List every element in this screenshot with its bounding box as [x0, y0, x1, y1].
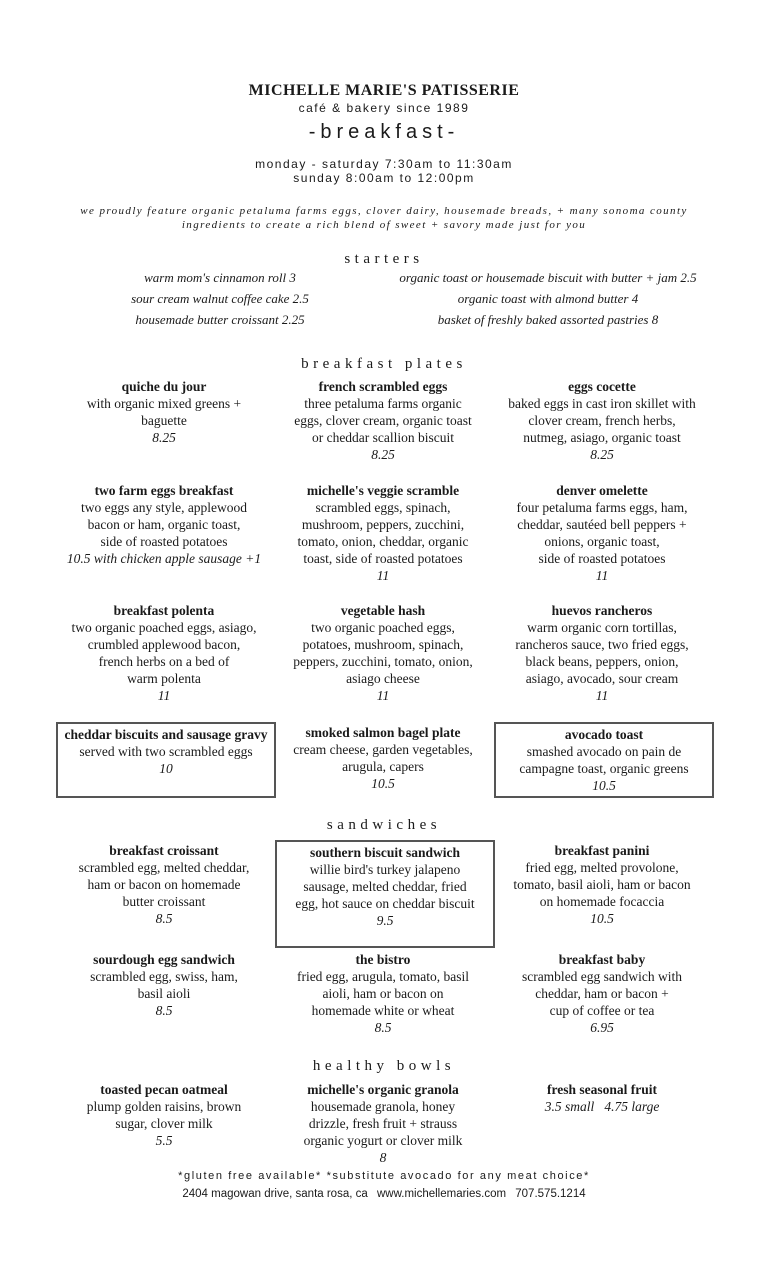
menu-item-french-scrambled-eggs — [276, 378, 490, 463]
item-description: drizzle, fresh fruit + strauss — [308, 1116, 458, 1131]
item-description: cream cheese, garden vegetables, — [293, 742, 473, 757]
item-name: denver omelette — [556, 483, 648, 498]
item-price: 11 — [595, 688, 609, 703]
item-description: basil aioli — [137, 986, 191, 1001]
item-price: 10.5 — [590, 911, 614, 926]
menu-item-two-farm-eggs-breakfast — [57, 482, 271, 567]
item-description: scrambled eggs, spinach, — [315, 500, 451, 515]
item-name: breakfast baby — [558, 952, 646, 967]
item-description: asiago, avocado, sour cream — [525, 671, 679, 686]
item-description: french herbs on a bed of — [98, 654, 230, 669]
item-price: 10.5 — [592, 778, 616, 793]
item-description: onions, organic toast, — [544, 534, 660, 549]
item-description: aioli, ham or bacon on — [322, 986, 444, 1001]
item-name: toasted pecan oatmeal — [100, 1082, 228, 1097]
item-description: on homemade focaccia — [539, 894, 665, 909]
item-description: side of roasted potatoes — [100, 534, 228, 549]
item-description: fried egg, arugula, tomato, basil — [296, 969, 470, 984]
restaurant-tagline: café & bakery since 1989 — [298, 101, 470, 115]
section-title-sandwiches: sandwiches — [326, 817, 442, 833]
item-description: smashed avocado on pain de — [526, 744, 682, 759]
opening-hours — [0, 157, 768, 185]
menu-item-avocado-toast — [494, 722, 714, 798]
item-description: with organic mixed greens + — [86, 396, 242, 411]
item-description: eggs, clover cream, organic toast — [294, 413, 472, 428]
item-price: 8.25 — [590, 447, 614, 462]
item-price: 8 — [379, 1150, 387, 1165]
item-description: nutmeg, asiago, organic toast — [523, 430, 681, 445]
item-description: scrambled egg, swiss, ham, — [90, 969, 238, 984]
starter-item: organic toast or housemade biscuit with butter + jam 2.5 — [399, 270, 697, 285]
item-name: breakfast panini — [554, 843, 650, 858]
item-description: warm polenta — [127, 671, 201, 686]
item-description: rancheros sauce, two fried eggs, — [515, 637, 689, 652]
item-description: cheddar, sautéed bell peppers + — [517, 517, 687, 532]
starter-item: organic toast with almond butter 4 — [457, 291, 639, 306]
item-description: cheddar, ham or bacon + — [535, 986, 669, 1001]
item-description: bacon or ham, organic toast, — [87, 517, 241, 532]
item-price: 11 — [595, 568, 609, 583]
item-price: 6.95 — [590, 1020, 614, 1035]
item-description: plump golden raisins, brown — [86, 1099, 242, 1114]
item-description: campagne toast, organic greens — [519, 761, 689, 776]
item-name: breakfast polenta — [113, 603, 215, 618]
item-description: housemade granola, honey — [310, 1099, 456, 1114]
item-price: 8.5 — [374, 1020, 392, 1035]
item-description: baked eggs in cast iron skillet with — [508, 396, 696, 411]
address: 2404 magowan drive, santa rosa, ca — [182, 1188, 368, 1200]
menu-item-breakfast-baby — [495, 951, 709, 1036]
item-description: arugula, capers — [342, 759, 424, 774]
phone-number[interactable]: 707.575.1214 — [515, 1188, 586, 1200]
item-description: warm organic corn tortillas, — [527, 620, 677, 635]
item-price: 10 — [159, 761, 173, 776]
menu-item-southern-biscuit-sandwich — [275, 840, 495, 948]
website-link[interactable]: www.michellemaries.com — [376, 1188, 507, 1200]
item-name: sourdough egg sandwich — [93, 952, 235, 967]
item-description: side of roasted potatoes — [538, 551, 666, 566]
item-description: ham or bacon on homemade — [87, 877, 241, 892]
menu-item-eggs-cocette — [495, 378, 709, 463]
section-title-healthy-bowls: healthy bowls — [312, 1058, 456, 1074]
item-description: three petaluma farms organic — [304, 396, 462, 411]
item-name: two farm eggs breakfast — [94, 483, 234, 498]
menu-item-breakfast-polenta — [57, 602, 271, 704]
item-description: egg, hot sauce on cheddar biscuit — [295, 896, 475, 911]
item-description: served with two scrambled eggs — [79, 744, 253, 759]
item-name: breakfast croissant — [109, 843, 219, 858]
item-description: sausage, melted cheddar, fried — [303, 879, 467, 894]
menu-item-vegetable-hash — [276, 602, 490, 704]
section-title-starters: starters — [344, 251, 424, 267]
item-price: 9.5 — [376, 913, 394, 928]
item-name: smoked salmon bagel plate — [305, 725, 461, 740]
item-name: eggs cocette — [568, 379, 636, 394]
starter-item: basket of freshly baked assorted pastries 8 — [437, 312, 659, 327]
intro-text: we proudly feature organic petaluma farms eggs, clover dairy, housemade breads, + many sonoma county ingredients to create a rich blend of sweet + savory made just for you — [80, 205, 688, 231]
item-name: southern biscuit sandwich — [309, 845, 461, 860]
item-description: homemade white or wheat — [311, 1003, 455, 1018]
item-price: 5.5 — [155, 1133, 173, 1148]
menu-item-toasted-pecan-oatmeal — [57, 1081, 271, 1149]
item-description: organic yogurt or clover milk — [303, 1133, 463, 1148]
section-title-breakfast-plates: breakfast plates — [301, 356, 467, 372]
item-description: scrambled egg, melted cheddar, — [78, 860, 250, 875]
menu-item-quiche-du-jour — [57, 378, 271, 446]
item-description: sugar, clover milk — [115, 1116, 213, 1131]
item-description: or cheddar scallion biscuit — [311, 430, 455, 445]
menu-item-breakfast-croissant — [57, 842, 271, 927]
item-price: 11 — [157, 688, 171, 703]
item-description: two organic poached eggs, — [311, 620, 455, 635]
menu-item-michelle-s-veggie-scramble — [276, 482, 490, 584]
item-description: butter croissant — [122, 894, 206, 909]
footer-contact — [0, 1188, 768, 1200]
menu-item-the-bistro — [276, 951, 490, 1036]
menu-item-sourdough-egg-sandwich — [57, 951, 271, 1019]
item-description: potatoes, mushroom, spinach, — [302, 637, 464, 652]
hours-weekday: monday - saturday 7:30am to 11:30am — [255, 157, 513, 171]
menu-item-fresh-seasonal-fruit — [495, 1081, 709, 1115]
item-description: two eggs any style, applewood — [80, 500, 248, 515]
item-description: four petaluma farms eggs, ham, — [516, 500, 688, 515]
item-description: cup of coffee or tea — [549, 1003, 655, 1018]
item-description: tomato, onion, cheddar, organic — [297, 534, 469, 549]
item-price: 10.5 with chicken apple sausage +1 — [66, 551, 262, 566]
hours-sunday: sunday 8:00am to 12:00pm — [293, 171, 475, 185]
menu-item-huevos-rancheros — [495, 602, 709, 704]
item-name: huevos rancheros — [551, 603, 653, 618]
menu-title: -breakfast- — [308, 121, 460, 143]
item-name: avocado toast — [564, 727, 644, 742]
item-description: asiago cheese — [346, 671, 420, 686]
item-price: 8.5 — [155, 1003, 173, 1018]
item-price: 11 — [376, 688, 390, 703]
footer-note: *gluten free available* *substitute avocado for any meat choice* — [178, 1170, 590, 1182]
item-name: the bistro — [355, 952, 411, 967]
menu-item-breakfast-panini — [495, 842, 709, 927]
item-description: clover cream, french herbs, — [528, 413, 676, 428]
item-description: willie bird's turkey jalapeno — [309, 862, 461, 877]
item-name: french scrambled eggs — [318, 379, 448, 394]
item-description: baguette — [141, 413, 187, 428]
starter-item: warm mom's cinnamon roll 3 — [144, 270, 296, 285]
menu-item-cheddar-biscuits-and-sausage-gravy — [56, 722, 276, 798]
item-name: michelle's organic granola — [307, 1082, 459, 1097]
item-description: fried egg, melted provolone, — [525, 860, 679, 875]
item-name: quiche du jour — [121, 379, 207, 394]
starter-item: housemade butter croissant 2.25 — [135, 312, 305, 327]
starter-item: sour cream walnut coffee cake 2.5 — [131, 291, 309, 306]
item-description: crumbled applewood bacon, — [87, 637, 241, 652]
item-name: cheddar biscuits and sausage gravy — [64, 727, 268, 742]
item-name: fresh seasonal fruit — [547, 1082, 657, 1097]
item-price: 11 — [376, 568, 390, 583]
item-description: peppers, zucchini, tomato, onion, — [293, 654, 473, 669]
item-price: 8.5 — [155, 911, 173, 926]
restaurant-name: MICHELLE MARIE'S PATISSERIE — [248, 82, 520, 99]
menu-header — [0, 82, 768, 185]
item-description: tomato, basil aioli, ham or bacon — [513, 877, 691, 892]
item-price: 3.5 small 4.75 large — [544, 1099, 660, 1114]
menu-item-michelle-s-organic-granola — [276, 1081, 490, 1166]
item-price: 10.5 — [371, 776, 395, 791]
menu-item-denver-omelette — [495, 482, 709, 584]
item-price: 8.25 — [371, 447, 395, 462]
item-description: two organic poached eggs, asiago, — [71, 620, 257, 635]
item-description: scrambled egg sandwich with — [521, 969, 683, 984]
item-description: toast, side of roasted potatoes — [303, 551, 463, 566]
item-name: michelle's veggie scramble — [306, 483, 460, 498]
item-price: 8.25 — [152, 430, 176, 445]
item-name: vegetable hash — [340, 603, 426, 618]
menu-item-smoked-salmon-bagel-plate — [276, 724, 490, 792]
item-description: mushroom, peppers, zucchini, — [301, 517, 465, 532]
item-description: black beans, peppers, onion, — [525, 654, 679, 669]
